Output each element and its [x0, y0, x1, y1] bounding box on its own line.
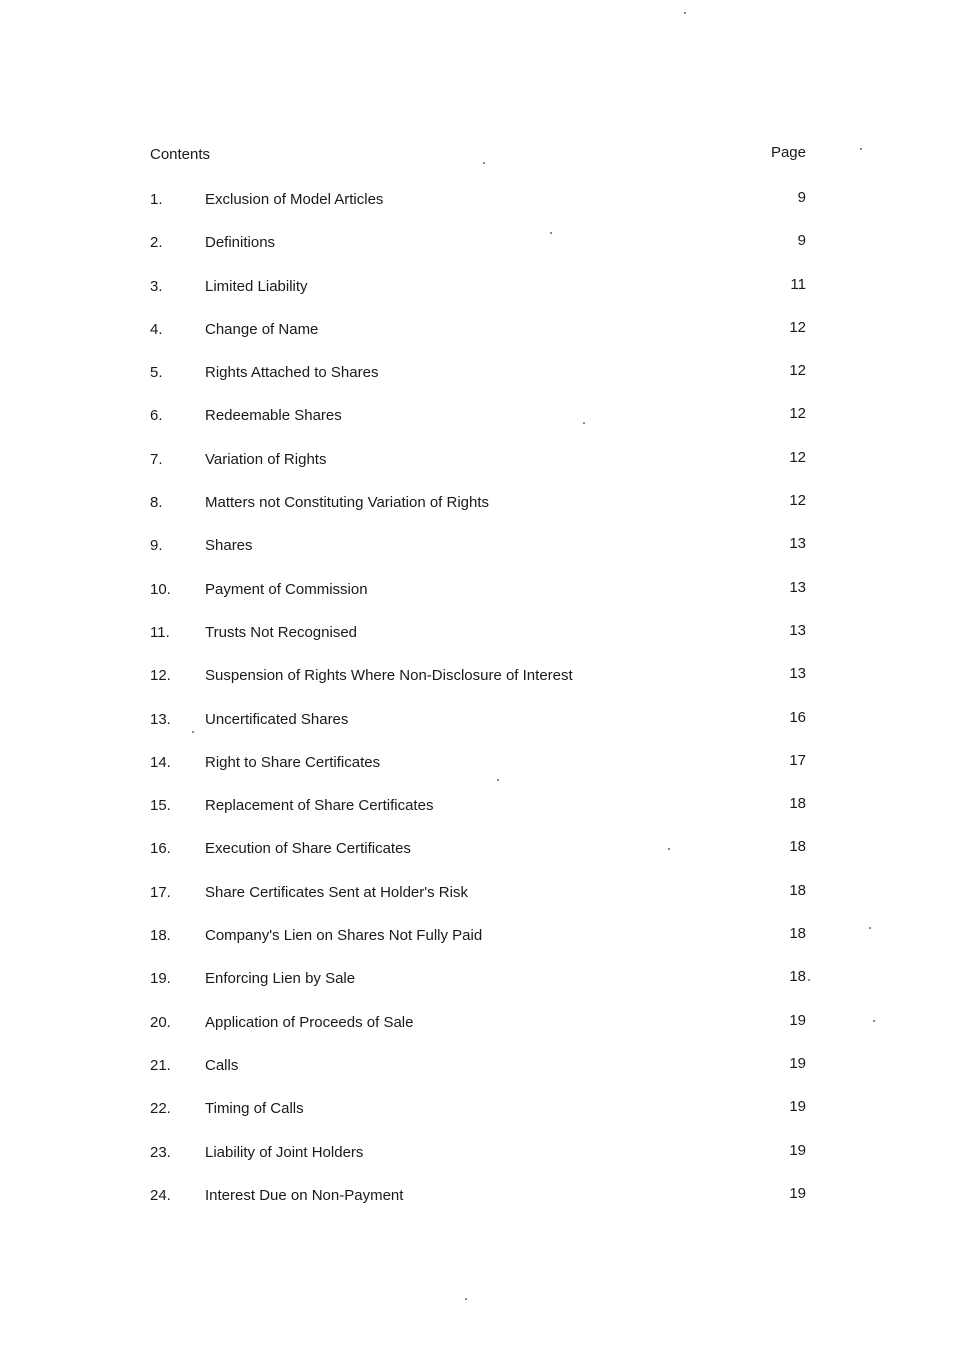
toc-entry: [150, 1185, 808, 1228]
toc-entry-number: 7.: [150, 450, 163, 468]
scan-speck: [873, 1020, 875, 1022]
toc-entry-page: 18: [789, 881, 806, 899]
toc-entry-page: 18: [789, 795, 806, 813]
toc-entry: [150, 319, 808, 362]
toc-entry-number: 3.: [150, 277, 163, 295]
scan-speck: [465, 1298, 467, 1300]
scan-speck: [684, 12, 686, 14]
scan-speck: [668, 848, 670, 850]
toc-entry-page: 19: [789, 1098, 806, 1116]
toc-entry: [150, 968, 808, 1011]
toc-entry-page: 18: [789, 925, 806, 943]
scan-speck: [808, 979, 810, 981]
toc-entry-title: Share Certificates Sent at Holder's Risk: [205, 883, 468, 901]
toc-entry-title: Liability of Joint Holders: [205, 1143, 364, 1161]
toc-entry-page: 12: [789, 405, 806, 423]
toc-entry-title: Matters not Constituting Variation of Rights: [205, 494, 490, 512]
toc-entry-number: 5.: [150, 364, 163, 382]
toc-entry-title: Trusts Not Recognised: [205, 623, 358, 641]
toc-entry: [150, 1142, 808, 1185]
scan-speck: [483, 162, 485, 164]
toc-entry: [150, 1098, 808, 1141]
toc-entry-number: 9.: [150, 537, 163, 555]
toc-entry: [150, 925, 808, 968]
toc-entry-page: 12: [789, 448, 806, 466]
toc-entry-number: 4.: [150, 320, 163, 338]
toc-entry-page: 16: [789, 708, 806, 726]
toc-entry-number: 10.: [150, 580, 171, 598]
toc-entry-number: 13.: [150, 710, 171, 728]
toc-entry-number: 15.: [150, 797, 171, 815]
toc-entry: [150, 838, 808, 881]
toc-entry-number: 20.: [150, 1013, 171, 1031]
toc-entry-title: Rights Attached to Shares: [205, 364, 379, 382]
contents-heading: Contents: [150, 146, 211, 163]
toc-entry-number: 6.: [150, 407, 163, 425]
toc-entry: [150, 1012, 808, 1055]
toc-entry: [150, 232, 808, 275]
toc-entry-page: 12: [789, 318, 806, 336]
toc-entry-page: 9: [797, 189, 806, 206]
toc-entry-page: 19: [789, 1141, 806, 1159]
contents-header: [150, 146, 806, 168]
toc-entry-page: 13: [789, 535, 806, 553]
scan-speck: [497, 779, 499, 781]
toc-entry-page: 17: [789, 751, 806, 769]
toc-entry: [150, 535, 808, 578]
toc-entry: [150, 795, 808, 838]
toc-entry-number: 1.: [150, 191, 163, 208]
toc-entry-number: 17.: [150, 883, 171, 901]
toc-entry-number: 8.: [150, 494, 163, 512]
toc-entry-title: Shares: [205, 537, 253, 555]
toc-entry-page: 11: [790, 275, 806, 293]
toc-entry-number: 11.: [150, 623, 170, 641]
toc-entry-number: 19.: [150, 970, 171, 988]
toc-entry-page: 13: [789, 578, 806, 596]
toc-entry-page: 19: [789, 1011, 806, 1029]
toc-entry-title: Uncertificated Shares: [205, 710, 349, 728]
toc-entry-number: 24.: [150, 1186, 171, 1204]
toc-entry-number: 23.: [150, 1143, 171, 1161]
toc-entry-title: Variation of Rights: [205, 450, 327, 468]
toc-entry-title: Timing of Calls: [205, 1100, 304, 1118]
toc-entry: [150, 362, 808, 405]
toc-entry-title: Execution of Share Certificates: [205, 840, 411, 858]
toc-entry-page: 12: [789, 362, 806, 380]
scan-speck: [869, 927, 871, 929]
toc-entry-page: 12: [789, 492, 806, 510]
toc-entry: [150, 752, 808, 795]
toc-entry-number: 21.: [150, 1056, 171, 1074]
toc-entry: [150, 882, 808, 925]
scan-speck: [583, 422, 585, 424]
toc-entry: [150, 709, 808, 752]
toc-entry-page: 9: [797, 232, 806, 250]
toc-entry-number: 18.: [150, 927, 171, 945]
toc-entry: [150, 665, 808, 708]
page-column-heading: Page: [770, 144, 806, 161]
toc-entry-title: Right to Share Certificates: [205, 753, 381, 771]
toc-entry-number: 22.: [150, 1100, 171, 1118]
toc-entry-title: Exclusion of Model Articles: [205, 191, 384, 208]
toc-entry-title: Company's Lien on Shares Not Fully Paid: [205, 927, 483, 945]
toc-entry: [150, 189, 808, 232]
toc-entry: [150, 579, 808, 622]
toc-entry-title: Limited Liability: [205, 277, 308, 295]
toc-entry-title: Suspension of Rights Where Non-Disclosure of Interest: [205, 667, 573, 685]
scan-speck: [192, 731, 194, 733]
toc-entry-title: Change of Name: [205, 320, 319, 338]
toc-entry: [150, 622, 808, 665]
toc-entry-number: 16.: [150, 840, 171, 858]
toc-entry-page: 18: [789, 968, 806, 986]
toc-entry: [150, 276, 808, 319]
toc-entry-page: 19: [789, 1184, 806, 1202]
toc-entry-title: Payment of Commission: [205, 580, 368, 598]
toc-entry-number: 14.: [150, 753, 171, 771]
toc-entry-title: Calls: [205, 1056, 239, 1074]
scan-speck: [860, 148, 862, 150]
toc-entry-number: 12.: [150, 667, 171, 685]
toc-entry-page: 18: [789, 838, 806, 856]
toc-entry-title: Application of Proceeds of Sale: [205, 1013, 414, 1031]
toc-entry: [150, 1055, 808, 1098]
toc-entry: [150, 449, 808, 492]
toc-entry-page: 19: [789, 1054, 806, 1072]
toc-entry-title: Replacement of Share Certificates: [205, 797, 434, 815]
toc-entry-page: 13: [789, 621, 806, 639]
scan-speck: [550, 232, 552, 234]
toc-entry-title: Definitions: [205, 234, 276, 252]
toc-entry-number: 2.: [150, 234, 163, 252]
toc-entry-page: 13: [789, 665, 806, 683]
toc-entry-title: Interest Due on Non-Payment: [205, 1186, 404, 1204]
toc-entry: [150, 492, 808, 535]
table-of-contents: [150, 189, 808, 1228]
toc-entry-title: Redeemable Shares: [205, 407, 342, 425]
toc-entry: [150, 405, 808, 448]
toc-entry-title: Enforcing Lien by Sale: [205, 970, 356, 988]
